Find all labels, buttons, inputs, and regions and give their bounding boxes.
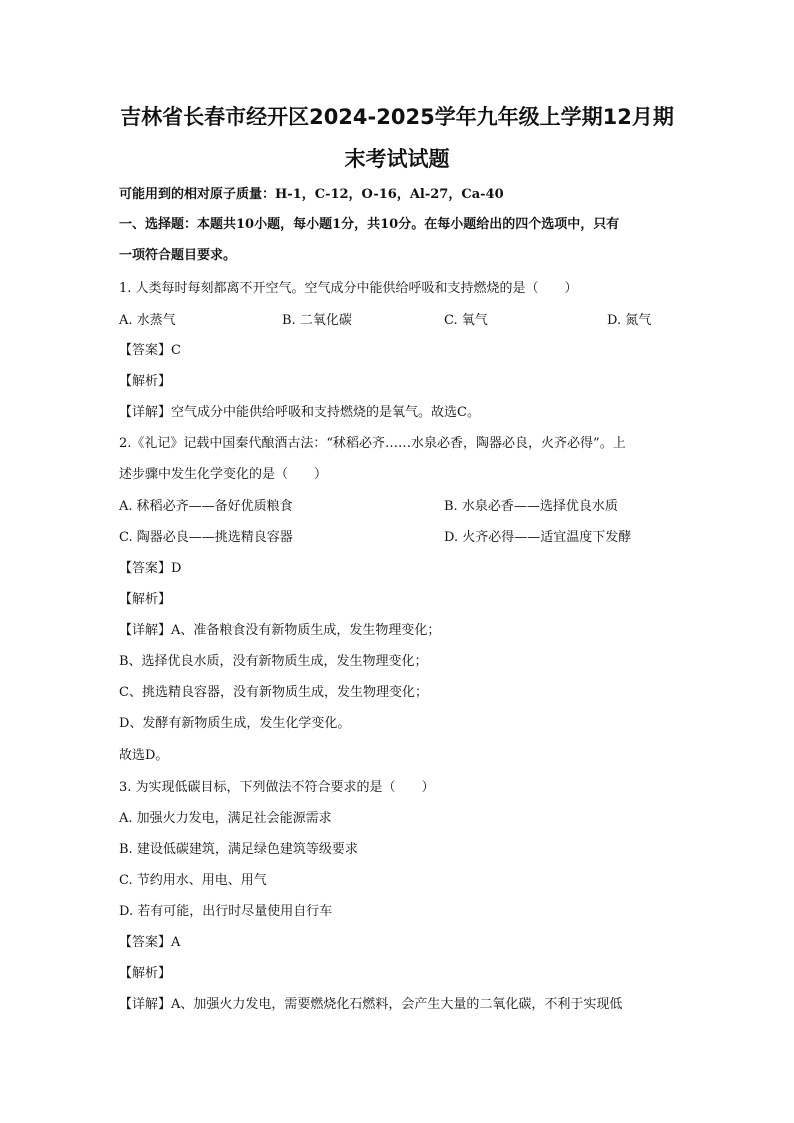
question-3-analysis-label: 【解析】 [119, 966, 172, 981]
question-1-detail: 【详解】空气成分中能供给呼吸和支持燃烧的是氧气。故选C。 [119, 405, 480, 420]
question-3-option-a: A. 加强火力发电，满足社会能源需求 [119, 811, 332, 826]
question-2-detail-d: D、发酵有新物质生成，发生化学变化。 [119, 716, 351, 731]
question-2-stem: 2.《礼记》记载中国秦代酿酒古法：“秫稻必齐……水泉必香，陶器必良，火齐必得”。上 [119, 436, 626, 451]
question-2-detail-c: C、挑选精良容器，没有新物质生成，发生物理变化； [119, 685, 428, 700]
atomic-mass-note: 可能用到的相对原子质量：H-1，C-12，O-16，Al-27，Ca-40 [119, 187, 504, 202]
question-3-detail: 【详解】A、加强火力发电，需要燃烧化石燃料，会产生大量的二氧化碳，不利于实现低 [119, 997, 623, 1012]
question-1-option-c: C. 氧气 [444, 313, 488, 328]
question-3-answer: 【答案】A [119, 935, 181, 950]
question-3-option-d: D. 若有可能，出行时尽量使用自行车 [119, 904, 333, 919]
question-1-option-d: D. 氮气 [607, 313, 652, 328]
question-1-analysis-label: 【解析】 [119, 374, 172, 389]
question-2-option-b: B. 水泉必香——选择优良水质 [444, 499, 618, 514]
question-1-answer: 【答案】C [119, 343, 181, 358]
question-2-option-d: D. 火齐必得——适宜温度下发酵 [444, 530, 632, 545]
section-heading-continued: 一项符合题目要求。 [119, 248, 237, 263]
question-1-option-b: B. 二氧化碳 [282, 313, 352, 328]
question-3-option-b: B. 建设低碳建筑，满足绿色建筑等级要求 [119, 842, 358, 857]
question-1-option-a: A. 水蒸气 [119, 313, 176, 328]
question-2-detail-a: 【详解】A、准备粮食没有新物质生成，发生物理变化； [119, 623, 441, 638]
question-1-stem: 1. 人类每时每刻都离不开空气。空气成分中能供给呼吸和支持燃烧的是（ ） [119, 281, 578, 296]
question-3-option-c: C. 节约用水、用电、用气 [119, 873, 267, 888]
question-2-answer: 【答案】D [119, 561, 182, 576]
document-title-line-2: 末考试试题 [344, 147, 450, 171]
question-2-detail-b: B、选择优良水质，没有新物质生成，发生物理变化； [119, 654, 428, 669]
question-2-conclusion: 故选D。 [119, 748, 169, 763]
question-2-analysis-label: 【解析】 [119, 592, 172, 607]
question-2-option-a: A. 秫稻必齐——备好优质粮食 [119, 499, 293, 514]
question-3-stem: 3. 为实现低碳目标，下列做法不符合要求的是（ ） [119, 780, 435, 795]
question-2-stem-continued: 述步骤中发生化学变化的是（ ） [119, 467, 328, 482]
question-2-option-c: C. 陶器必良——挑选精良容器 [119, 530, 293, 545]
section-heading: 一、选择题：本题共10小题，每小题1分，共10分。在每小题给出的四个选项中，只有 [119, 217, 620, 232]
document-title-line-1: 吉林省长春市经开区2024-2025学年九年级上学期12月期 [120, 105, 674, 129]
